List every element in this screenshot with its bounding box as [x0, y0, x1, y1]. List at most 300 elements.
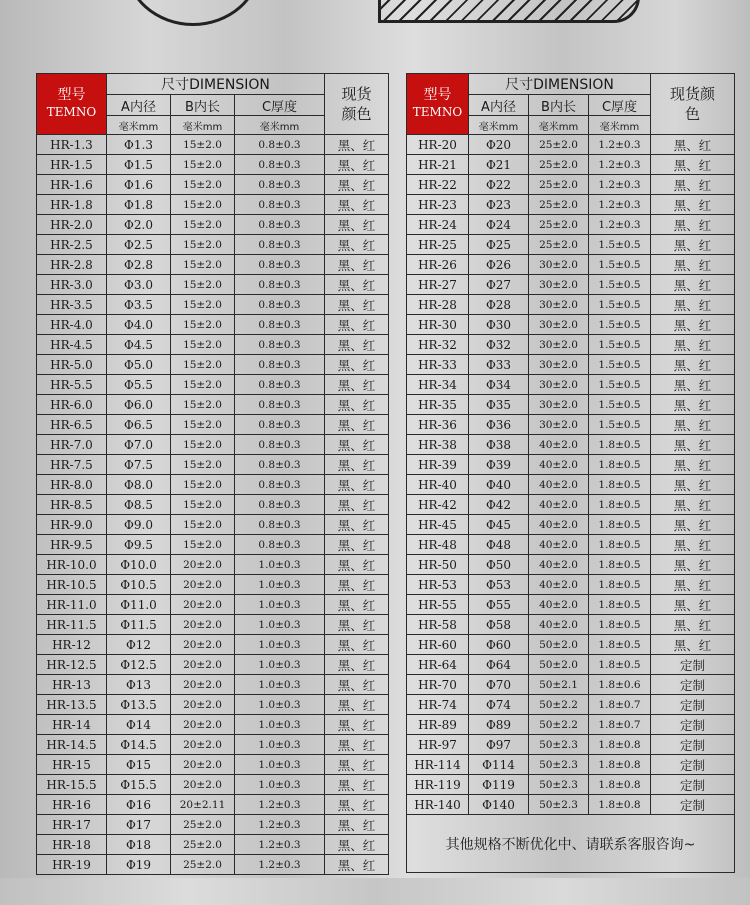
table-row — [407, 495, 735, 515]
spec-table-left-body — [37, 135, 389, 875]
model-cell: HR-1.8 — [37, 195, 107, 215]
inner-length-cell: 20±2.0 — [171, 675, 235, 695]
model-cell: HR-6.0 — [37, 395, 107, 415]
model-cell: HR-19 — [37, 855, 107, 875]
model-cell: HR-42 — [407, 495, 469, 515]
model-cell: HR-11.5 — [37, 615, 107, 635]
stock-color-cell: 黑、红 — [651, 435, 735, 455]
thickness-cell: 0.8±0.3 — [235, 455, 325, 475]
inner-diameter-cell: Φ2.5 — [107, 235, 171, 255]
stock-color-cell: 黑、红 — [651, 215, 735, 235]
inner-diameter-cell: Φ1.6 — [107, 175, 171, 195]
inner-length-cell: 20±2.0 — [171, 615, 235, 635]
stock-color-cell: 黑、红 — [651, 515, 735, 535]
inner-length-cell: 20±2.0 — [171, 715, 235, 735]
stock-color-cell: 黑、红 — [651, 255, 735, 275]
thickness-cell: 1.0±0.3 — [235, 715, 325, 735]
inner-diameter-cell: Φ39 — [469, 455, 529, 475]
stock-color-cell: 黑、红 — [325, 515, 389, 535]
model-header-cn: 型号 — [423, 87, 452, 103]
thickness-cell: 1.0±0.3 — [235, 555, 325, 575]
table-row — [407, 475, 735, 495]
thickness-cell: 0.8±0.3 — [235, 315, 325, 335]
table-row — [37, 155, 389, 175]
table-row — [407, 415, 735, 435]
table-row — [37, 535, 389, 555]
thickness-cell: 0.8±0.3 — [235, 475, 325, 495]
table-row — [407, 455, 735, 475]
thickness-cell: 1.0±0.3 — [235, 775, 325, 795]
thickness-cell: 1.8±0.5 — [589, 455, 651, 475]
stock-color-cell: 黑、红 — [651, 475, 735, 495]
b-inner-length-header: B内长 — [171, 95, 235, 116]
inner-diameter-cell: Φ10.0 — [107, 555, 171, 575]
thickness-cell: 1.0±0.3 — [235, 575, 325, 595]
model-cell: HR-119 — [407, 775, 469, 795]
inner-diameter-cell: Φ24 — [469, 215, 529, 235]
inner-diameter-cell: Φ119 — [469, 775, 529, 795]
inner-diameter-cell: Φ20 — [469, 135, 529, 155]
stock-color-cell: 黑、红 — [651, 615, 735, 635]
inner-diameter-cell: Φ14.5 — [107, 735, 171, 755]
inner-length-cell: 15±2.0 — [171, 395, 235, 415]
stock-color-cell: 黑、红 — [325, 795, 389, 815]
table-row — [37, 775, 389, 795]
thickness-cell: 0.8±0.3 — [235, 295, 325, 315]
stock-color-header: 现货颜色 — [325, 74, 389, 135]
inner-length-cell: 50±2.3 — [529, 735, 589, 755]
inner-diameter-cell: Φ28 — [469, 295, 529, 315]
stock-color-cell: 黑、红 — [651, 295, 735, 315]
table-row — [407, 795, 735, 815]
model-cell: HR-1.3 — [37, 135, 107, 155]
inner-diameter-cell: Φ15.5 — [107, 775, 171, 795]
thickness-cell: 1.5±0.5 — [589, 355, 651, 375]
thickness-cell: 1.2±0.3 — [589, 175, 651, 195]
table-row — [37, 575, 389, 595]
thickness-cell: 0.8±0.3 — [235, 495, 325, 515]
inner-diameter-cell: Φ2.0 — [107, 215, 171, 235]
table-row — [37, 795, 389, 815]
thickness-cell: 1.8±0.5 — [589, 575, 651, 595]
table-row — [407, 715, 735, 735]
table-row — [37, 695, 389, 715]
thickness-cell: 1.5±0.5 — [589, 335, 651, 355]
table-row — [407, 275, 735, 295]
model-cell: HR-45 — [407, 515, 469, 535]
model-cell: HR-23 — [407, 195, 469, 215]
stock-color-cell: 黑、红 — [325, 695, 389, 715]
table-row — [37, 375, 389, 395]
spec-table-left — [36, 73, 389, 875]
inner-diameter-cell: Φ6.5 — [107, 415, 171, 435]
thickness-cell: 1.0±0.3 — [235, 655, 325, 675]
inner-diameter-cell: Φ13 — [107, 675, 171, 695]
stock-color-cell: 黑、红 — [325, 835, 389, 855]
inner-diameter-cell: Φ35 — [469, 395, 529, 415]
stock-color-cell: 黑、红 — [651, 415, 735, 435]
thickness-cell: 0.8±0.3 — [235, 535, 325, 555]
inner-diameter-cell: Φ2.8 — [107, 255, 171, 275]
model-cell: HR-10.0 — [37, 555, 107, 575]
table-row — [37, 195, 389, 215]
table-row — [407, 655, 735, 675]
thickness-cell: 1.0±0.3 — [235, 695, 325, 715]
inner-diameter-cell: Φ18 — [107, 835, 171, 855]
inner-length-cell: 50±2.2 — [529, 715, 589, 735]
model-cell: HR-12 — [37, 635, 107, 655]
inner-diameter-cell: Φ25 — [469, 235, 529, 255]
inner-diameter-cell: Φ55 — [469, 595, 529, 615]
inner-diameter-cell: Φ74 — [469, 695, 529, 715]
thickness-cell: 1.8±0.5 — [589, 615, 651, 635]
stock-color-cell: 黑、红 — [325, 335, 389, 355]
stock-color-cell: 黑、红 — [651, 335, 735, 355]
thickness-cell: 1.0±0.3 — [235, 675, 325, 695]
model-cell: HR-97 — [407, 735, 469, 755]
table-row — [407, 255, 735, 275]
thickness-cell: 1.5±0.5 — [589, 235, 651, 255]
inner-length-cell: 40±2.0 — [529, 555, 589, 575]
model-cell: HR-16 — [37, 795, 107, 815]
inner-length-cell: 15±2.0 — [171, 355, 235, 375]
model-cell: HR-64 — [407, 655, 469, 675]
inner-length-cell: 50±2.0 — [529, 635, 589, 655]
thickness-cell: 1.8±0.7 — [589, 695, 651, 715]
inner-length-cell: 15±2.0 — [171, 255, 235, 275]
model-cell: HR-40 — [407, 475, 469, 495]
thickness-cell: 1.8±0.5 — [589, 655, 651, 675]
inner-length-cell: 15±2.0 — [171, 415, 235, 435]
stock-color-cell: 黑、红 — [651, 135, 735, 155]
inner-diameter-cell: Φ5.0 — [107, 355, 171, 375]
thickness-cell: 0.8±0.3 — [235, 355, 325, 375]
inner-length-cell: 50±2.3 — [529, 755, 589, 775]
inner-diameter-cell: Φ9.5 — [107, 535, 171, 555]
model-cell: HR-35 — [407, 395, 469, 415]
table-row — [407, 235, 735, 255]
stock-color-cell: 黑、红 — [325, 455, 389, 475]
stock-color-cell: 黑、红 — [325, 135, 389, 155]
decorative-hatched-graphic — [378, 0, 640, 23]
thickness-cell: 1.0±0.3 — [235, 635, 325, 655]
model-cell: HR-26 — [407, 255, 469, 275]
stock-color-cell: 黑、红 — [325, 235, 389, 255]
inner-length-cell: 20±2.0 — [171, 555, 235, 575]
table-row — [407, 675, 735, 695]
table-row — [407, 395, 735, 415]
stock-color-cell: 黑、红 — [325, 615, 389, 635]
stock-color-cell: 黑、红 — [651, 375, 735, 395]
thickness-cell: 1.2±0.3 — [235, 795, 325, 815]
model-cell: HR-3.5 — [37, 295, 107, 315]
table-row — [37, 135, 389, 155]
model-header — [37, 74, 107, 135]
table-row — [407, 135, 735, 155]
c-thickness-header: C厚度 — [235, 95, 325, 116]
inner-length-cell: 50±2.1 — [529, 675, 589, 695]
unit-label: 毫米mm — [529, 116, 589, 135]
inner-length-cell: 40±2.0 — [529, 495, 589, 515]
model-header-en: TEMNO — [412, 105, 463, 119]
model-cell: HR-12.5 — [37, 655, 107, 675]
table-row — [407, 695, 735, 715]
inner-length-cell: 30±2.0 — [529, 335, 589, 355]
table-row — [407, 355, 735, 375]
thickness-cell: 0.8±0.3 — [235, 515, 325, 535]
model-cell: HR-3.0 — [37, 275, 107, 295]
thickness-cell: 1.2±0.3 — [235, 815, 325, 835]
table-row — [407, 535, 735, 555]
stock-color-cell: 定制 — [651, 655, 735, 675]
model-cell: HR-6.5 — [37, 415, 107, 435]
table-row — [37, 755, 389, 775]
inner-diameter-cell: Φ9.0 — [107, 515, 171, 535]
model-cell: HR-7.5 — [37, 455, 107, 475]
model-cell: HR-5.5 — [37, 375, 107, 395]
inner-length-cell: 15±2.0 — [171, 515, 235, 535]
inner-length-cell: 25±2.0 — [529, 195, 589, 215]
stock-color-cell: 黑、红 — [325, 555, 389, 575]
model-cell: HR-1.6 — [37, 175, 107, 195]
model-cell: HR-2.0 — [37, 215, 107, 235]
stock-color-cell: 黑、红 — [325, 855, 389, 875]
thickness-cell: 1.8±0.5 — [589, 595, 651, 615]
stock-color-cell: 黑、红 — [651, 235, 735, 255]
inner-length-cell: 30±2.0 — [529, 355, 589, 375]
inner-length-cell: 15±2.0 — [171, 135, 235, 155]
model-cell: HR-48 — [407, 535, 469, 555]
thickness-cell: 1.8±0.7 — [589, 715, 651, 735]
thickness-cell: 0.8±0.3 — [235, 135, 325, 155]
thickness-cell: 1.5±0.5 — [589, 415, 651, 435]
table-row — [37, 555, 389, 575]
inner-diameter-cell: Φ38 — [469, 435, 529, 455]
table-row — [37, 475, 389, 495]
inner-length-cell: 30±2.0 — [529, 395, 589, 415]
inner-length-cell: 15±2.0 — [171, 155, 235, 175]
stock-color-cell: 黑、红 — [325, 215, 389, 235]
inner-diameter-cell: Φ40 — [469, 475, 529, 495]
inner-diameter-cell: Φ14 — [107, 715, 171, 735]
inner-length-cell: 25±2.0 — [529, 215, 589, 235]
model-cell: HR-60 — [407, 635, 469, 655]
thickness-cell: 1.8±0.5 — [589, 535, 651, 555]
inner-diameter-cell: Φ7.5 — [107, 455, 171, 475]
model-cell: HR-20 — [407, 135, 469, 155]
table-row — [407, 295, 735, 315]
table-row — [37, 675, 389, 695]
thickness-cell: 1.8±0.8 — [589, 795, 651, 815]
inner-length-cell: 30±2.0 — [529, 295, 589, 315]
thickness-cell: 0.8±0.3 — [235, 255, 325, 275]
inner-diameter-cell: Φ10.5 — [107, 575, 171, 595]
stock-color-cell: 黑、红 — [651, 635, 735, 655]
inner-diameter-cell: Φ58 — [469, 615, 529, 635]
table-row — [37, 655, 389, 675]
inner-diameter-cell: Φ8.5 — [107, 495, 171, 515]
table-row — [37, 335, 389, 355]
inner-diameter-cell: Φ13.5 — [107, 695, 171, 715]
inner-length-cell: 50±2.3 — [529, 795, 589, 815]
inner-length-cell: 15±2.0 — [171, 275, 235, 295]
table-row — [37, 815, 389, 835]
inner-length-cell: 20±2.0 — [171, 695, 235, 715]
thickness-cell: 1.5±0.5 — [589, 275, 651, 295]
inner-diameter-cell: Φ97 — [469, 735, 529, 755]
inner-diameter-cell: Φ7.0 — [107, 435, 171, 455]
model-cell: HR-14 — [37, 715, 107, 735]
stock-color-cell: 黑、红 — [325, 355, 389, 375]
table-row — [407, 775, 735, 795]
thickness-cell: 1.8±0.6 — [589, 675, 651, 695]
stock-color-cell: 黑、红 — [651, 595, 735, 615]
stock-color-cell: 黑、红 — [651, 355, 735, 375]
model-cell: HR-25 — [407, 235, 469, 255]
inner-diameter-cell: Φ6.0 — [107, 395, 171, 415]
thickness-cell: 1.8±0.5 — [589, 435, 651, 455]
inner-length-cell: 15±2.0 — [171, 235, 235, 255]
model-cell: HR-17 — [37, 815, 107, 835]
inner-length-cell: 20±2.11 — [171, 795, 235, 815]
thickness-cell: 1.0±0.3 — [235, 755, 325, 775]
inner-diameter-cell: Φ1.3 — [107, 135, 171, 155]
model-cell: HR-15.5 — [37, 775, 107, 795]
inner-length-cell: 15±2.0 — [171, 435, 235, 455]
thickness-cell: 1.2±0.3 — [235, 835, 325, 855]
inner-diameter-cell: Φ30 — [469, 315, 529, 335]
model-cell: HR-53 — [407, 575, 469, 595]
inner-length-cell: 40±2.0 — [529, 535, 589, 555]
table-row — [37, 435, 389, 455]
table-row — [407, 335, 735, 355]
table-row — [37, 175, 389, 195]
inner-diameter-cell: Φ64 — [469, 655, 529, 675]
stock-color-cell: 黑、红 — [651, 535, 735, 555]
stock-color-cell: 黑、红 — [325, 595, 389, 615]
inner-diameter-cell: Φ3.5 — [107, 295, 171, 315]
model-cell: HR-2.5 — [37, 235, 107, 255]
stock-color-cell: 黑、红 — [651, 175, 735, 195]
inner-diameter-cell: Φ114 — [469, 755, 529, 775]
model-cell: HR-15 — [37, 755, 107, 775]
model-cell: HR-2.8 — [37, 255, 107, 275]
unit-label: 毫米mm — [107, 116, 171, 135]
model-cell: HR-9.5 — [37, 535, 107, 555]
inner-length-cell: 15±2.0 — [171, 295, 235, 315]
inner-length-cell: 50±2.2 — [529, 695, 589, 715]
stock-color-cell: 黑、红 — [325, 475, 389, 495]
inner-diameter-cell: Φ15 — [107, 755, 171, 775]
inner-length-cell: 20±2.0 — [171, 635, 235, 655]
stock-color-cell: 黑、红 — [325, 315, 389, 335]
stock-color-cell: 黑、红 — [651, 275, 735, 295]
table-row — [37, 235, 389, 255]
stock-color-cell: 黑、红 — [325, 535, 389, 555]
model-cell: HR-21 — [407, 155, 469, 175]
inner-length-cell: 15±2.0 — [171, 315, 235, 335]
inner-diameter-cell: Φ70 — [469, 675, 529, 695]
inner-diameter-cell: Φ34 — [469, 375, 529, 395]
thickness-cell: 1.2±0.3 — [235, 855, 325, 875]
inner-length-cell: 30±2.0 — [529, 315, 589, 335]
thickness-cell: 1.2±0.3 — [589, 195, 651, 215]
inner-length-cell: 25±2.0 — [529, 175, 589, 195]
stock-color-cell: 黑、红 — [325, 375, 389, 395]
inner-diameter-cell: Φ27 — [469, 275, 529, 295]
table-row — [37, 275, 389, 295]
a-inner-diameter-header: A内径 — [469, 95, 529, 116]
model-cell: HR-24 — [407, 215, 469, 235]
unit-label: 毫米mm — [171, 116, 235, 135]
inner-diameter-cell: Φ19 — [107, 855, 171, 875]
inner-diameter-cell: Φ17 — [107, 815, 171, 835]
inner-diameter-cell: Φ11.0 — [107, 595, 171, 615]
inner-diameter-cell: Φ140 — [469, 795, 529, 815]
table-row — [37, 595, 389, 615]
stock-color-cell: 黑、红 — [325, 575, 389, 595]
model-cell: HR-70 — [407, 675, 469, 695]
inner-length-cell: 40±2.0 — [529, 575, 589, 595]
stock-color-cell: 黑、红 — [651, 195, 735, 215]
stock-color-cell: 定制 — [651, 795, 735, 815]
model-cell: HR-14.5 — [37, 735, 107, 755]
model-cell: HR-39 — [407, 455, 469, 475]
model-cell: HR-55 — [407, 595, 469, 615]
thickness-cell: 0.8±0.3 — [235, 235, 325, 255]
table-row — [37, 835, 389, 855]
model-cell: HR-58 — [407, 615, 469, 635]
inner-length-cell: 25±2.0 — [171, 835, 235, 855]
stock-color-cell: 黑、红 — [651, 555, 735, 575]
model-cell: HR-38 — [407, 435, 469, 455]
stock-color-cell: 黑、红 — [651, 495, 735, 515]
model-cell: HR-1.5 — [37, 155, 107, 175]
table-row — [37, 515, 389, 535]
inner-diameter-cell: Φ3.0 — [107, 275, 171, 295]
table-row — [37, 455, 389, 475]
inner-diameter-cell: Φ89 — [469, 715, 529, 735]
stock-color-cell: 黑、红 — [325, 715, 389, 735]
stock-color-header: 现货颜色 — [651, 74, 735, 135]
thickness-cell: 0.8±0.3 — [235, 435, 325, 455]
table-row — [407, 615, 735, 635]
decorative-circle-graphic — [125, 0, 261, 26]
stock-color-cell: 黑、红 — [325, 775, 389, 795]
thickness-cell: 0.8±0.3 — [235, 375, 325, 395]
model-cell: HR-7.0 — [37, 435, 107, 455]
inner-length-cell: 25±2.0 — [529, 155, 589, 175]
spec-table-right-body — [407, 135, 735, 815]
thickness-cell: 0.8±0.3 — [235, 215, 325, 235]
thickness-cell: 0.8±0.3 — [235, 415, 325, 435]
model-cell: HR-18 — [37, 835, 107, 855]
model-cell: HR-22 — [407, 175, 469, 195]
bottom-background-strip — [0, 878, 750, 905]
dimension-header: 尺寸DIMENSION — [469, 74, 651, 95]
b-inner-length-header: B内长 — [529, 95, 589, 116]
thickness-cell: 1.5±0.5 — [589, 395, 651, 415]
thickness-cell: 0.8±0.3 — [235, 395, 325, 415]
stock-color-cell: 黑、红 — [325, 175, 389, 195]
model-cell: HR-34 — [407, 375, 469, 395]
inner-diameter-cell: Φ12.5 — [107, 655, 171, 675]
inner-length-cell: 40±2.0 — [529, 615, 589, 635]
model-cell: HR-140 — [407, 795, 469, 815]
table-row — [37, 615, 389, 635]
inner-length-cell: 30±2.0 — [529, 275, 589, 295]
model-cell: HR-11.0 — [37, 595, 107, 615]
